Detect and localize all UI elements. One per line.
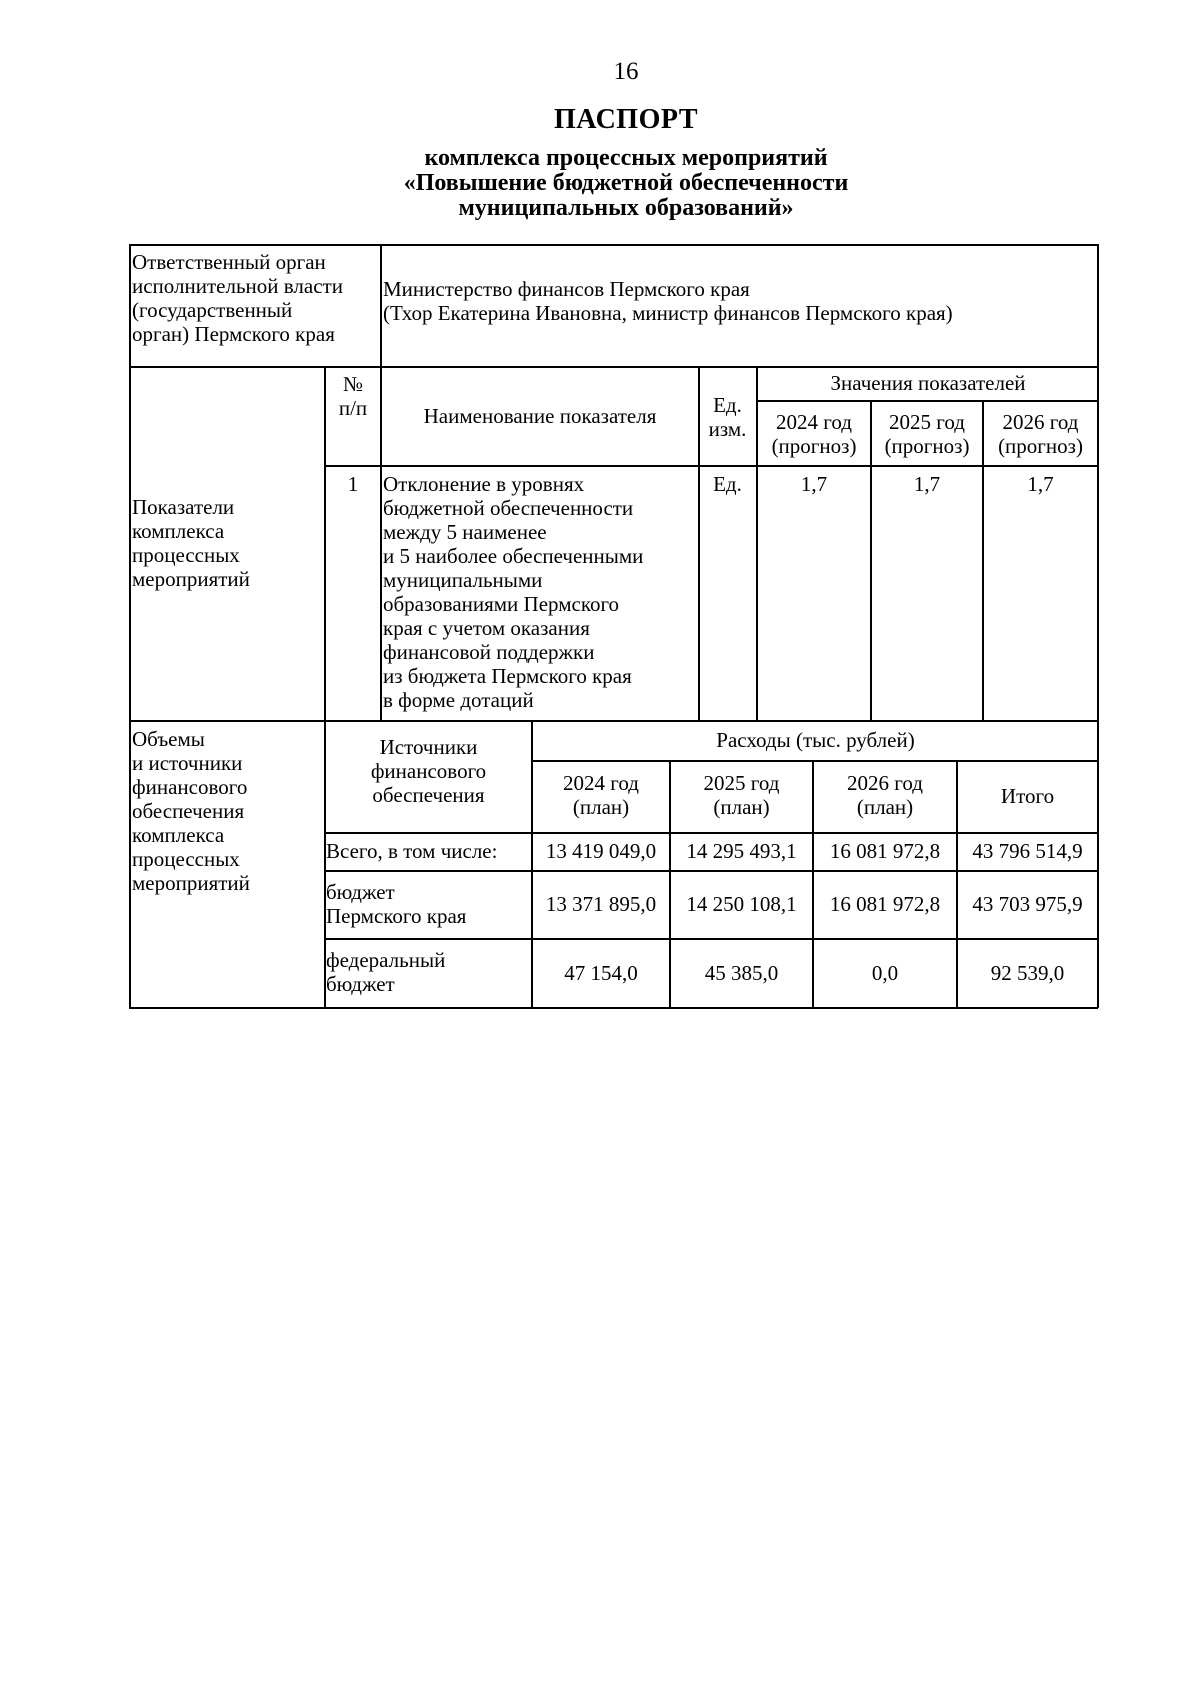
- indicator-row-name: Отклонение в уровнях бюджетной обеспеченности между 5 наименее и 5 наиболее обеспеченными муниципальными образованиями Пермского края с учетом оказания финансовой поддержки из бюджета Пермского края в форме дотаций: [383, 472, 644, 712]
- financing-value: 47 154,0: [564, 960, 638, 985]
- header-indicator-name: Наименование показателя: [423, 403, 657, 428]
- financing-value: 43 703 975,9: [972, 892, 1083, 916]
- header-total: Итого: [1000, 784, 1055, 808]
- header-num: № п/п: [338, 372, 368, 420]
- indicator-row-unit: Ед.: [713, 472, 742, 496]
- table-border: [129, 244, 1098, 246]
- indicator-value-2026: 1,7: [1027, 472, 1054, 496]
- table-border: [129, 1007, 1098, 1009]
- header-plan-2025: 2025 год (план): [703, 771, 780, 819]
- financing-value: 43 796 514,9: [972, 839, 1083, 863]
- header-values-group: Значения показателей: [830, 371, 1026, 395]
- page-number: 16: [613, 58, 639, 85]
- header-plan-2024: 2024 год (план): [563, 771, 639, 819]
- header-unit: Ед. изм.: [708, 393, 747, 441]
- financing-value: 14 250 108,1: [686, 892, 797, 916]
- table-border: [129, 244, 131, 1008]
- financing-value: 45 385,0: [704, 960, 779, 985]
- financing-value: 13 371 895,0: [545, 892, 657, 916]
- financing-value: 16 081 972,8: [829, 839, 941, 863]
- indicator-value-2024: 1,7: [800, 472, 828, 496]
- indicator-row-num: 1: [347, 472, 359, 496]
- header-year-2026: 2026 год (прогноз): [998, 410, 1083, 458]
- subtitle-line: «Повышение бюджетной обеспеченности: [403, 170, 849, 196]
- indicators-section-label: Показатели комплекса процессных мероприятий: [132, 495, 250, 591]
- cell-divider: [756, 400, 1098, 402]
- indicator-value-2025: 1,7: [913, 472, 941, 496]
- header-plan-2026: 2026 год (план): [847, 771, 923, 819]
- document-title: ПАСПОРТ: [553, 104, 698, 135]
- responsible-label: Ответственный орган исполнительной власти (государственный орган) Пермского края: [132, 250, 343, 346]
- financing-value: 14 295 493,1: [686, 839, 797, 863]
- subtitle-line: комплекса процессных мероприятий: [424, 145, 828, 171]
- financing-value: 92 539,0: [990, 960, 1065, 985]
- header-year-2025: 2025 год (прогноз): [884, 410, 970, 458]
- table-border: [1097, 244, 1099, 1008]
- financing-value: 0,0: [871, 960, 899, 985]
- document-subtitle: [0, 146, 1200, 221]
- responsible-value: Министерство финансов Пермского края (Тхор Екатерина Ивановна, министр финансов Пермского края): [383, 277, 953, 325]
- financing-value: 16 081 972,8: [829, 892, 941, 916]
- cell-divider: [380, 244, 382, 366]
- financing-row-source: Всего, в том числе:: [326, 839, 498, 863]
- header-year-2024: 2024 год (прогноз): [771, 410, 857, 458]
- header-expenses-group: Расходы (тыс. рублей): [716, 728, 915, 752]
- cell-divider: [324, 465, 1098, 467]
- financing-section-label: Объемы и источники финансового обеспечения комплекса процессных мероприятий: [132, 727, 250, 895]
- financing-row-source: федеральный бюджет: [326, 948, 446, 996]
- financing-value: 13 419 049,0: [545, 839, 657, 863]
- financing-row-source: бюджет Пермского края: [326, 880, 467, 928]
- subtitle-line: муниципальных образований»: [458, 195, 794, 221]
- header-source: Источники финансового обеспечения: [370, 735, 487, 807]
